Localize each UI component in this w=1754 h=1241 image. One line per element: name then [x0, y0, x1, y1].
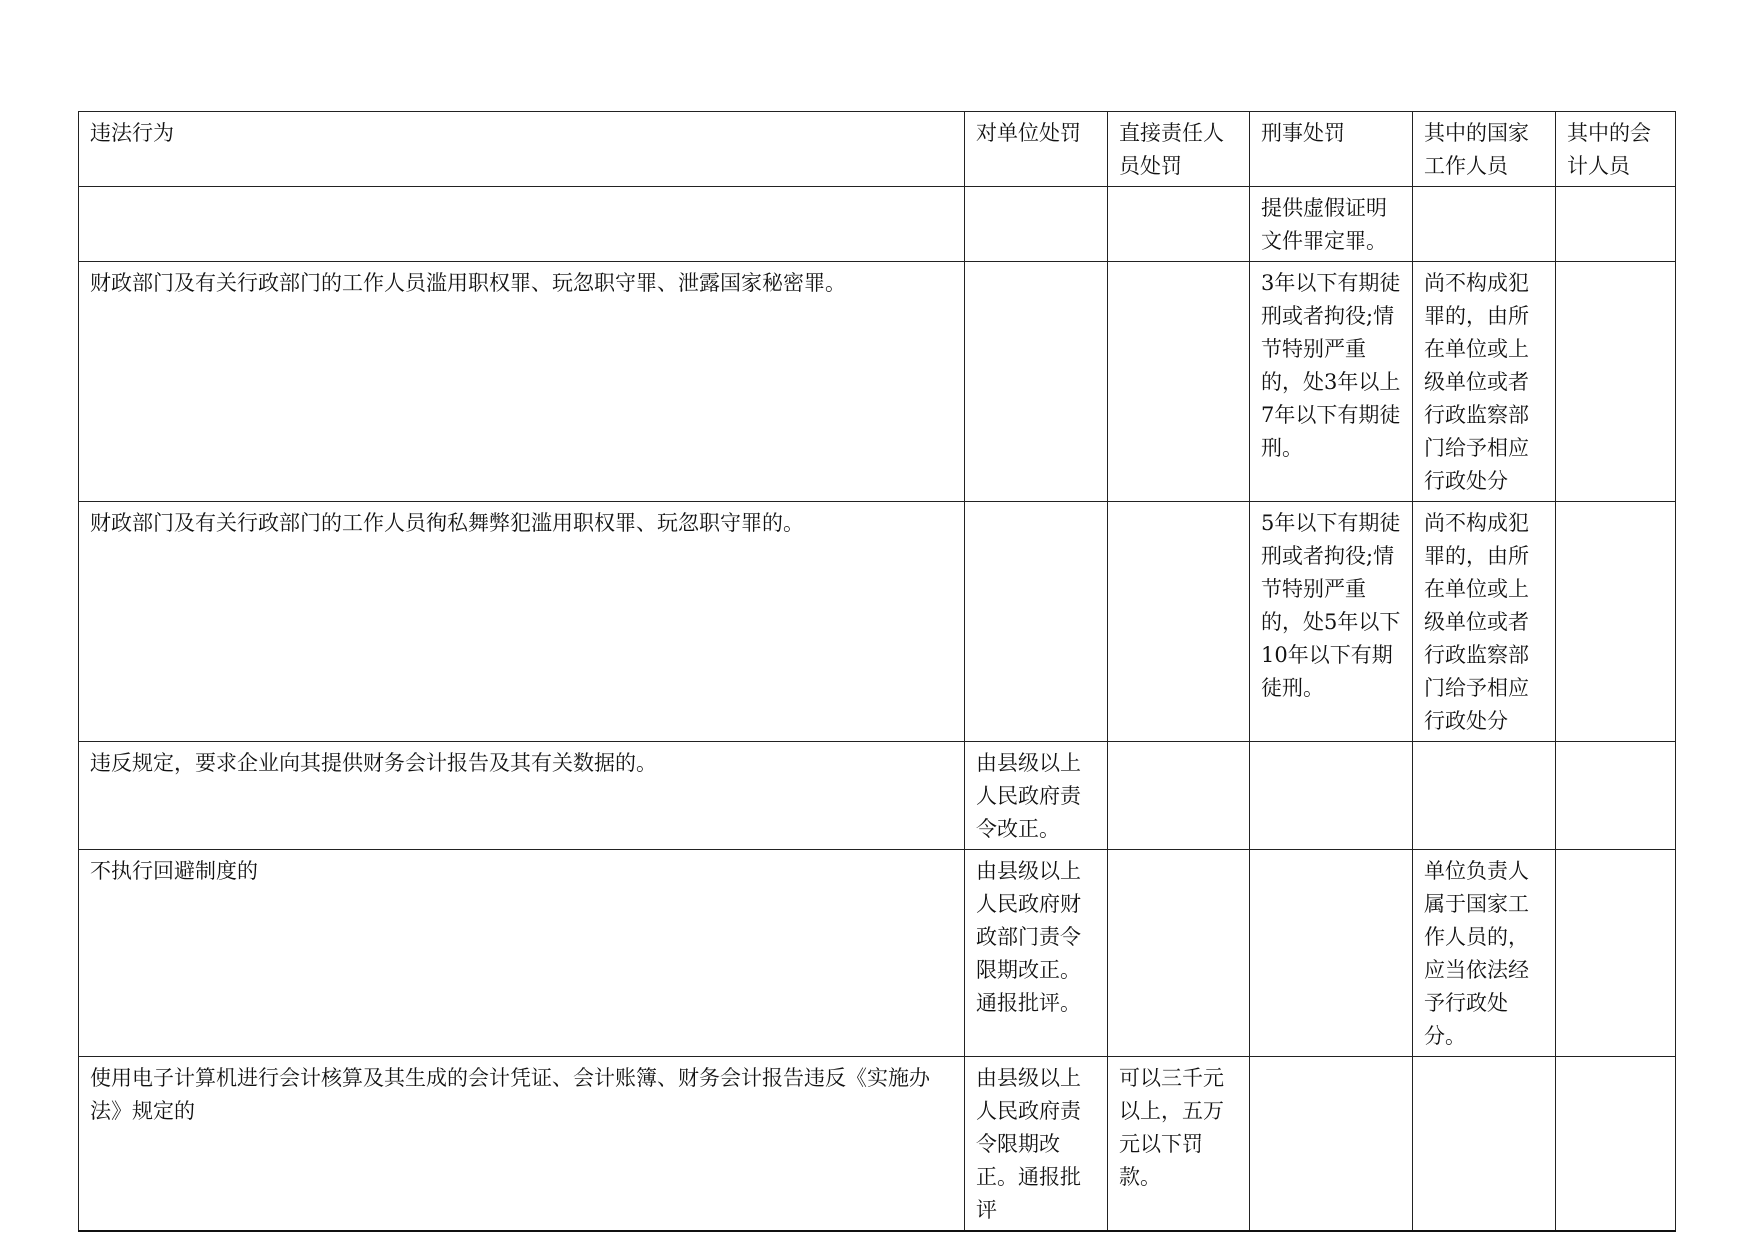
table-row — [79, 850, 1676, 1057]
table-row — [79, 1057, 1676, 1232]
cell-accountant — [1556, 1057, 1676, 1232]
cell-accountant — [1556, 502, 1676, 742]
cell-act — [79, 187, 965, 262]
cell-state-staff — [1413, 742, 1556, 850]
cell-state-staff: 尚不构成犯罪的，由所在单位或上级单位或者行政监察部门给予相应行政处分 — [1413, 502, 1556, 742]
cell-direct-penalty — [1108, 262, 1250, 502]
cell-direct-penalty: 可以三千元以上，五万元以下罚款。 — [1108, 1057, 1250, 1232]
header-cell-criminal-penalty: 刑事处罚 — [1250, 112, 1413, 187]
cell-criminal-penalty — [1250, 1057, 1413, 1232]
cell-criminal-penalty — [1250, 850, 1413, 1057]
cell-accountant — [1556, 262, 1676, 502]
header-cell-act: 违法行为 — [79, 112, 965, 187]
cell-direct-penalty — [1108, 742, 1250, 850]
cell-unit-penalty — [965, 187, 1108, 262]
table-header-row — [79, 112, 1676, 187]
cell-state-staff — [1413, 1057, 1556, 1232]
cell-state-staff: 尚不构成犯罪的，由所在单位或上级单位或者行政监察部门给予相应行政处分 — [1413, 262, 1556, 502]
cell-act: 违反规定，要求企业向其提供财务会计报告及其有关数据的。 — [79, 742, 965, 850]
cell-criminal-penalty: 3年以下有期徒刑或者拘役;情节特别严重的，处3年以上7年以下有期徒刑。 — [1250, 262, 1413, 502]
table-row — [79, 262, 1676, 502]
cell-accountant — [1556, 850, 1676, 1057]
cell-unit-penalty: 由县级以上人民政府责令改正。 — [965, 742, 1108, 850]
cell-direct-penalty — [1108, 850, 1250, 1057]
header-cell-state-staff: 其中的国家工作人员 — [1413, 112, 1556, 187]
cell-criminal-penalty — [1250, 742, 1413, 850]
cell-unit-penalty — [965, 262, 1108, 502]
cell-unit-penalty: 由县级以上人民政府责令限期改正。通报批评 — [965, 1057, 1108, 1232]
cell-unit-penalty — [965, 502, 1108, 742]
cell-accountant — [1556, 187, 1676, 262]
table-row — [79, 502, 1676, 742]
header-cell-direct-penalty: 直接责任人员处罚 — [1108, 112, 1250, 187]
table-row — [79, 742, 1676, 850]
cell-act: 使用电子计算机进行会计核算及其生成的会计凭证、会计账簿、财务会计报告违反《实施办法》规定的 — [79, 1057, 965, 1232]
cell-accountant — [1556, 742, 1676, 850]
cell-act: 财政部门及有关行政部门的工作人员徇私舞弊犯滥用职权罪、玩忽职守罪的。 — [79, 502, 965, 742]
cell-state-staff: 单位负责人属于国家工作人员的，应当依法经予行政处分。 — [1413, 850, 1556, 1057]
cell-unit-penalty: 由县级以上人民政府财政部门责令限期改正。通报批评。 — [965, 850, 1108, 1057]
table-row — [79, 187, 1676, 262]
cell-criminal-penalty: 提供虚假证明文件罪定罪。 — [1250, 187, 1413, 262]
cell-act: 财政部门及有关行政部门的工作人员滥用职权罪、玩忽职守罪、泄露国家秘密罪。 — [79, 262, 965, 502]
cell-criminal-penalty: 5年以下有期徒刑或者拘役;情节特别严重的，处5年以下10年以下有期徒刑。 — [1250, 502, 1413, 742]
cell-act: 不执行回避制度的 — [79, 850, 965, 1057]
penalty-table — [78, 111, 1676, 1232]
cell-direct-penalty — [1108, 502, 1250, 742]
header-cell-unit-penalty: 对单位处罚 — [965, 112, 1108, 187]
header-cell-accountant: 其中的会计人员 — [1556, 112, 1676, 187]
cell-direct-penalty — [1108, 187, 1250, 262]
cell-state-staff — [1413, 187, 1556, 262]
